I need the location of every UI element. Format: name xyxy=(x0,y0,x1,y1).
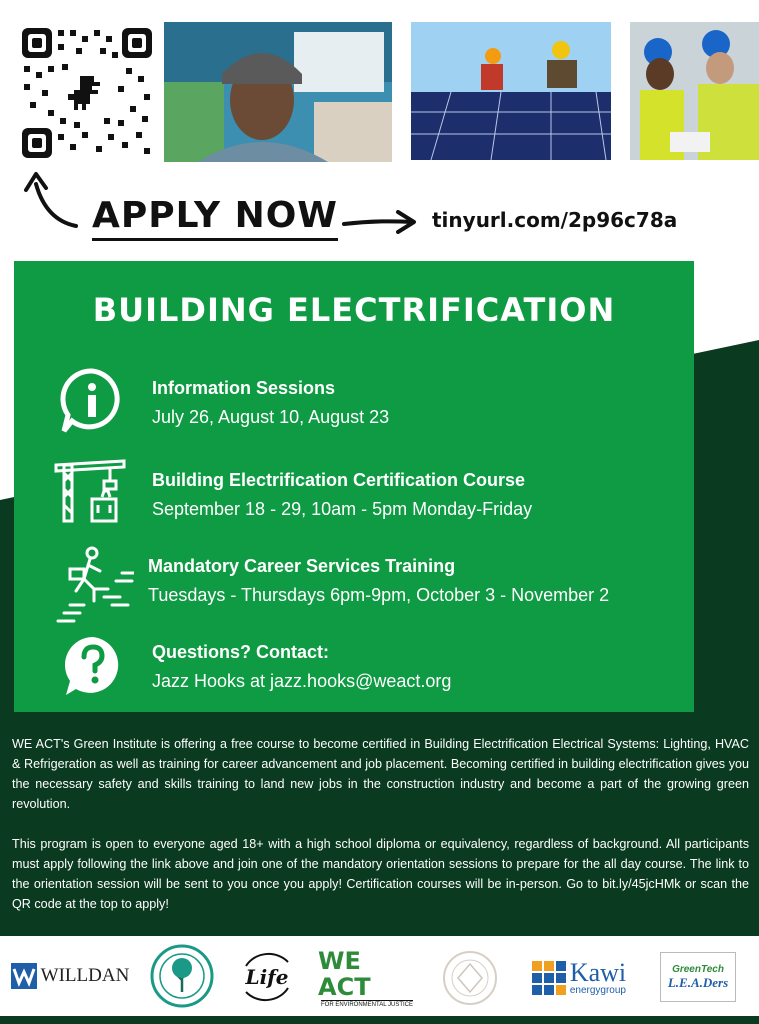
weact-logo xyxy=(318,947,416,1008)
greentech-text: GreenTech xyxy=(672,963,724,975)
contact-heading: Questions? Contact: xyxy=(152,642,330,662)
crane-building-icon xyxy=(54,451,128,525)
description-paragraph-2: This program is open to everyone aged 18+ with a high school diploma or equivalency, regardless of background. All participants must apply following the link above and join one of the mandatory orientation sessions to prepare for the all day course. The link to the orientation session will be sent to you once you apply! Certification courses will be in-person. Go to bit.ly/45jcHMk or scan the QR code at the top to apply! xyxy=(12,837,749,911)
kawi-grid-icon xyxy=(532,961,566,995)
question-icon xyxy=(62,635,124,697)
stairs-climber-icon xyxy=(54,545,134,625)
program-details-panel xyxy=(14,261,694,712)
apply-now-heading: APPLY NOW xyxy=(92,196,338,241)
economic-development-seal xyxy=(440,948,500,1008)
certification-course-heading: Building Electrification Certification Course xyxy=(152,470,526,490)
weact-subtext: FOR ENVIRONMENTAL JUSTICE xyxy=(320,1002,413,1008)
willdan-logo xyxy=(6,958,134,994)
career-training-dates: Tuesdays - Thursdays 6pm-9pm, October 3 - November 2 xyxy=(148,585,610,605)
certification-course-dates: September 18 - 29, 10am - 5pm Monday-Friday xyxy=(152,499,533,519)
weact-text: WE ACT xyxy=(318,947,371,1001)
soulful-text xyxy=(177,976,187,977)
kawi-subtext: energygroup xyxy=(569,985,626,996)
photo-worker-portrait xyxy=(164,22,392,162)
willdan-text: WILLDAN xyxy=(40,965,130,986)
greentech-leaders-logo xyxy=(660,952,736,1002)
elife-logo xyxy=(236,948,298,1006)
description-paragraph-1: WE ACT's Green Institute is offering a free course to become certified in Building Electrification Electrical Systems: Lighting, HVAC & Refrigeration as well as training for career advancement and job placement. Becoming certified in building electrification gives you the necessary safety and skills training to land new jobs in the construction industry and become a part of the growing green revolution. xyxy=(12,737,749,811)
sponsor-logos-bar xyxy=(0,936,759,1016)
qr-code[interactable] xyxy=(18,24,156,162)
willdan-mark-icon xyxy=(11,963,37,989)
career-training-heading: Mandatory Career Services Training xyxy=(148,556,456,576)
info-sessions-item xyxy=(152,377,389,429)
photo-engineers xyxy=(630,22,759,160)
contact-item xyxy=(152,641,451,693)
kawi-energy-logo xyxy=(520,958,638,998)
career-training-item xyxy=(148,555,609,607)
seal-icon xyxy=(442,950,498,1006)
program-title: BUILDING ELECTRIFICATION xyxy=(92,291,616,329)
right-arrow-icon xyxy=(342,210,418,234)
apply-url-link[interactable]: tinyurl.com/2p96c78a xyxy=(432,208,678,232)
greentech-subtext: L.E.A.Ders xyxy=(667,974,729,990)
info-sessions-heading: Information Sessions xyxy=(152,378,336,398)
soulful-synergy-logo xyxy=(150,942,214,1010)
qr-code-icon xyxy=(18,24,156,162)
photo-solar-panels xyxy=(411,22,611,160)
kawi-text: Kawi xyxy=(569,958,627,987)
certification-course-item xyxy=(152,469,532,521)
curved-arrow-icon xyxy=(22,168,82,232)
contact-email[interactable]: Jazz Hooks at jazz.hooks@weact.org xyxy=(152,671,452,691)
elife-text: Life xyxy=(245,965,289,989)
info-sessions-dates: July 26, August 10, August 23 xyxy=(152,407,390,427)
info-icon xyxy=(58,367,126,435)
